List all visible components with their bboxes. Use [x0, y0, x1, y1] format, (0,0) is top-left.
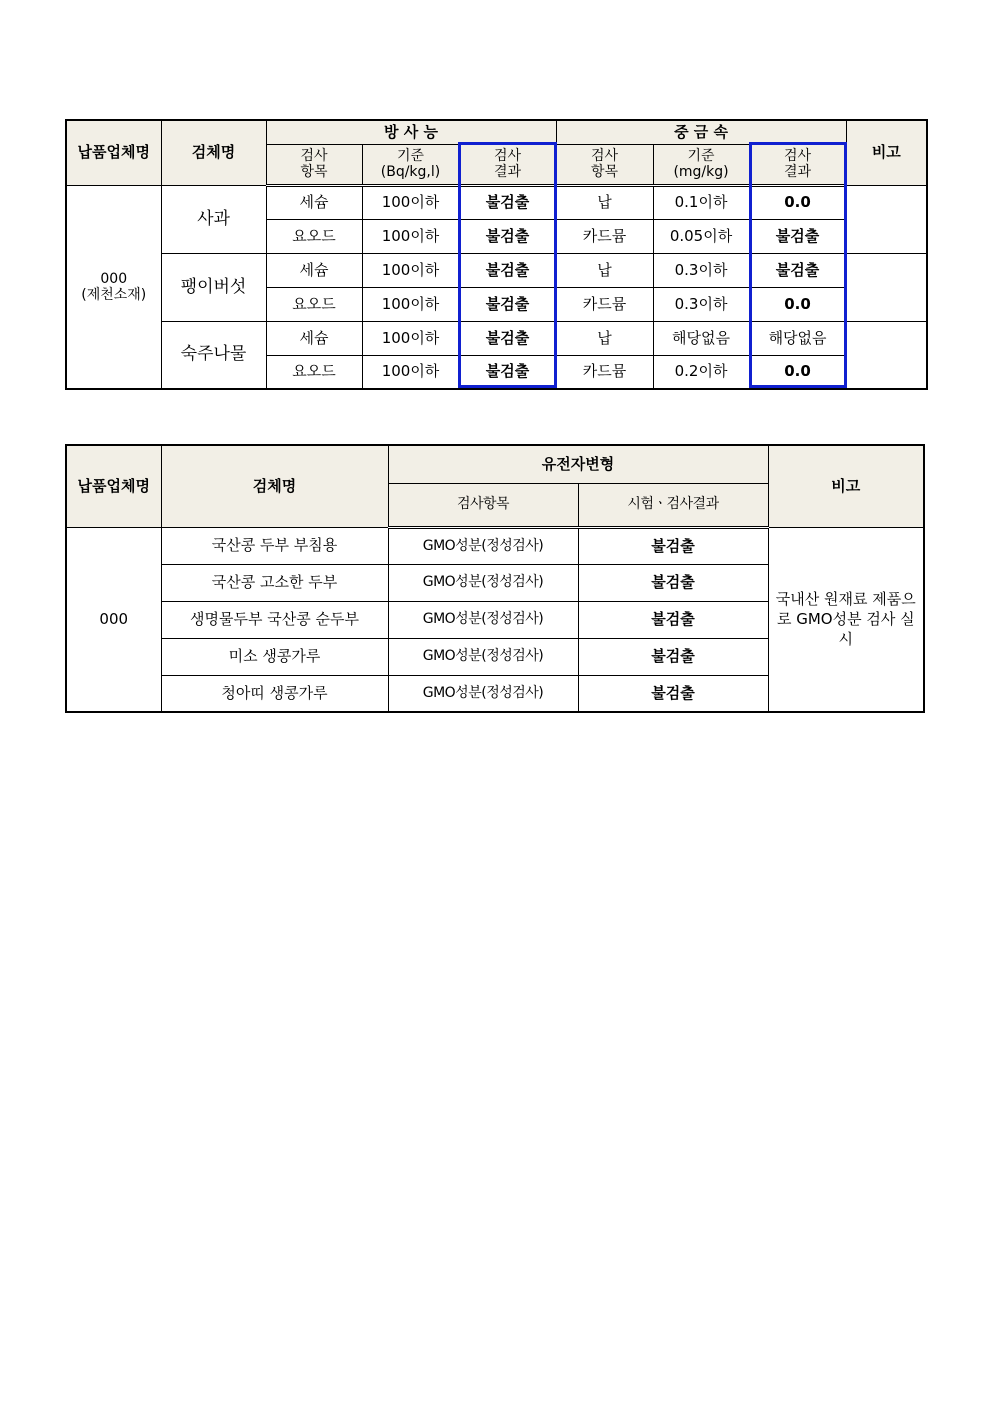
radio-result-cell: 불검출 [459, 219, 556, 253]
radio-result-cell: 불검출 [459, 355, 556, 389]
table-row [66, 321, 927, 355]
remark-cell [846, 185, 927, 253]
metal-item-cell: 카드뮴 [556, 355, 653, 389]
radio-item-cell: 요오드 [266, 287, 362, 321]
metal-result-cell: 불검출 [749, 219, 846, 253]
radio-item-cell: 세슘 [266, 185, 362, 219]
test-item-cell: GMO성분(정성검사) [388, 675, 578, 712]
radio-item-cell: 요오드 [266, 355, 362, 389]
test-item-cell: GMO성분(정성검사) [388, 638, 578, 675]
header-remark: 비고 [768, 445, 924, 527]
radio-result-cell: 불검출 [459, 321, 556, 355]
metal-result-cell: 0.0 [749, 355, 846, 389]
sample-cell: 숙주나물 [161, 321, 266, 389]
metal-item-cell: 납 [556, 321, 653, 355]
radio-standard-cell: 100이하 [362, 253, 459, 287]
header-test-item: 검사항목 [388, 483, 578, 527]
company-cell: 000 [66, 527, 161, 712]
header-metal-item: 검사 항목 [556, 144, 653, 185]
remark-cell [846, 321, 927, 389]
metal-standard-cell: 해당없음 [653, 321, 749, 355]
test-result-cell: 불검출 [578, 638, 768, 675]
radio-result-cell: 불검출 [459, 253, 556, 287]
sample-cell: 국산콩 두부 부침용 [161, 527, 388, 564]
test-item-cell: GMO성분(정성검사) [388, 527, 578, 564]
metal-result-cell: 해당없음 [749, 321, 846, 355]
radio-result-cell: 불검출 [459, 185, 556, 219]
radio-item-cell: 요오드 [266, 219, 362, 253]
header-metal-result: 검사 결과 [749, 144, 846, 185]
sample-cell: 팽이버섯 [161, 253, 266, 321]
metal-item-cell: 납 [556, 253, 653, 287]
header-sample: 검체명 [161, 445, 388, 527]
test-item-cell: GMO성분(정성검사) [388, 564, 578, 601]
test-result-cell: 불검출 [578, 675, 768, 712]
header-sample: 검체명 [161, 120, 266, 185]
header-heavy-metal: 중 금 속 [556, 120, 846, 144]
table-row [66, 527, 924, 564]
radio-item-cell: 세슘 [266, 321, 362, 355]
sample-cell: 청아띠 생콩가루 [161, 675, 388, 712]
metal-standard-cell: 0.1이하 [653, 185, 749, 219]
header-gmo: 유전자변형 [388, 445, 768, 483]
metal-standard-cell: 0.2이하 [653, 355, 749, 389]
radiation-heavy-metal-table [65, 119, 928, 390]
sample-cell: 생명물두부 국산콩 순두부 [161, 601, 388, 638]
header-radio-standard: 기준 (Bq/kg,l) [362, 144, 459, 185]
metal-item-cell: 카드뮴 [556, 219, 653, 253]
header-radioactivity: 방 사 능 [266, 120, 556, 144]
sample-cell: 사과 [161, 185, 266, 253]
header-company: 납품업체명 [66, 120, 161, 185]
company-cell: 000 (제천소재) [66, 185, 161, 389]
radio-standard-cell: 100이하 [362, 185, 459, 219]
test-result-cell: 불검출 [578, 564, 768, 601]
metal-result-cell: 0.0 [749, 287, 846, 321]
metal-result-cell: 불검출 [749, 253, 846, 287]
radio-result-cell: 불검출 [459, 287, 556, 321]
header-remark: 비고 [846, 120, 927, 185]
test-result-cell: 불검출 [578, 527, 768, 564]
metal-item-cell: 납 [556, 185, 653, 219]
header-metal-standard: 기준 (mg/kg) [653, 144, 749, 185]
radio-standard-cell: 100이하 [362, 219, 459, 253]
radio-item-cell: 세슘 [266, 253, 362, 287]
header-company: 납품업체명 [66, 445, 161, 527]
sample-cell: 미소 생콩가루 [161, 638, 388, 675]
metal-standard-cell: 0.05이하 [653, 219, 749, 253]
gmo-table [65, 444, 925, 713]
radio-standard-cell: 100이하 [362, 355, 459, 389]
table-row [66, 253, 927, 287]
remark-cell [846, 253, 927, 321]
metal-item-cell: 카드뮴 [556, 287, 653, 321]
radio-standard-cell: 100이하 [362, 321, 459, 355]
table-row [66, 185, 927, 219]
metal-standard-cell: 0.3이하 [653, 253, 749, 287]
remark-cell: 국내산 원재료 제품으로 GMO성분 검사 실시 [768, 527, 924, 712]
sample-cell: 국산콩 고소한 두부 [161, 564, 388, 601]
metal-result-cell: 0.0 [749, 185, 846, 219]
header-radio-result: 검사 결과 [459, 144, 556, 185]
test-item-cell: GMO성분(정성검사) [388, 601, 578, 638]
header-test-result: 시험ㆍ검사결과 [578, 483, 768, 527]
header-radio-item: 검사 항목 [266, 144, 362, 185]
metal-standard-cell: 0.3이하 [653, 287, 749, 321]
radio-standard-cell: 100이하 [362, 287, 459, 321]
test-result-cell: 불검출 [578, 601, 768, 638]
